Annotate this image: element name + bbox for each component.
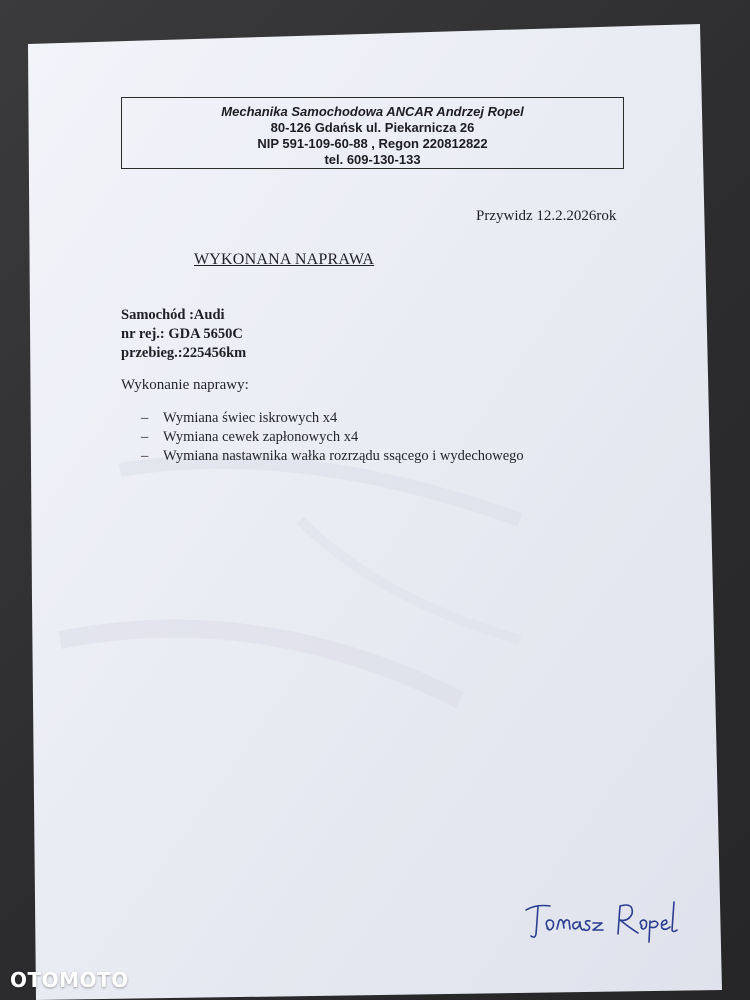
vehicle-mileage-label: przebieg.: <box>121 345 183 361</box>
company-tax-ids: NIP 591-109-60-88 , Regon 220812822 <box>257 136 488 151</box>
list-item <box>141 447 524 466</box>
list-item <box>141 428 524 447</box>
company-header-box <box>121 97 624 169</box>
list-item <box>141 409 524 428</box>
vehicle-make-label: Samochód : <box>121 307 194 323</box>
place-date: Przywidz 12.2.2026rok <box>476 208 617 224</box>
vehicle-registration-value: GDA 5650C <box>168 326 243 342</box>
document-title: WYKONANA NAPRAWA <box>194 251 375 268</box>
otomoto-watermark: OTOMOTO <box>10 968 129 992</box>
repair-item-text: Wymiana cewek zapłonowych x4 <box>163 429 359 445</box>
repairs-heading: Wykonanie naprawy: <box>121 377 249 393</box>
repairs-list <box>141 409 524 466</box>
vehicle-registration-label: nr rej.: <box>121 326 169 342</box>
repair-item-text: Wymiana nastawnika wałka rozrządu ssącego i wydechowego <box>163 448 524 464</box>
list-dash: – <box>141 448 149 464</box>
company-phone: tel. 609-130-133 <box>324 152 421 167</box>
vehicle-make-row <box>121 306 246 325</box>
vehicle-details <box>121 306 246 363</box>
list-dash: – <box>141 429 149 445</box>
vehicle-make-value: Audi <box>193 307 225 323</box>
vehicle-registration-row <box>121 325 246 344</box>
vehicle-mileage-row <box>121 344 246 363</box>
list-dash: – <box>141 410 149 426</box>
repair-item-text: Wymiana świec iskrowych x4 <box>163 410 338 426</box>
handwritten-signature <box>522 892 682 952</box>
company-name: Mechanika Samochodowa ANCAR Andrzej Ropel <box>221 104 524 119</box>
company-address: 80-126 Gdańsk ul. Piekarnicza 26 <box>270 120 475 135</box>
vehicle-mileage-value: 225456km <box>182 345 247 361</box>
